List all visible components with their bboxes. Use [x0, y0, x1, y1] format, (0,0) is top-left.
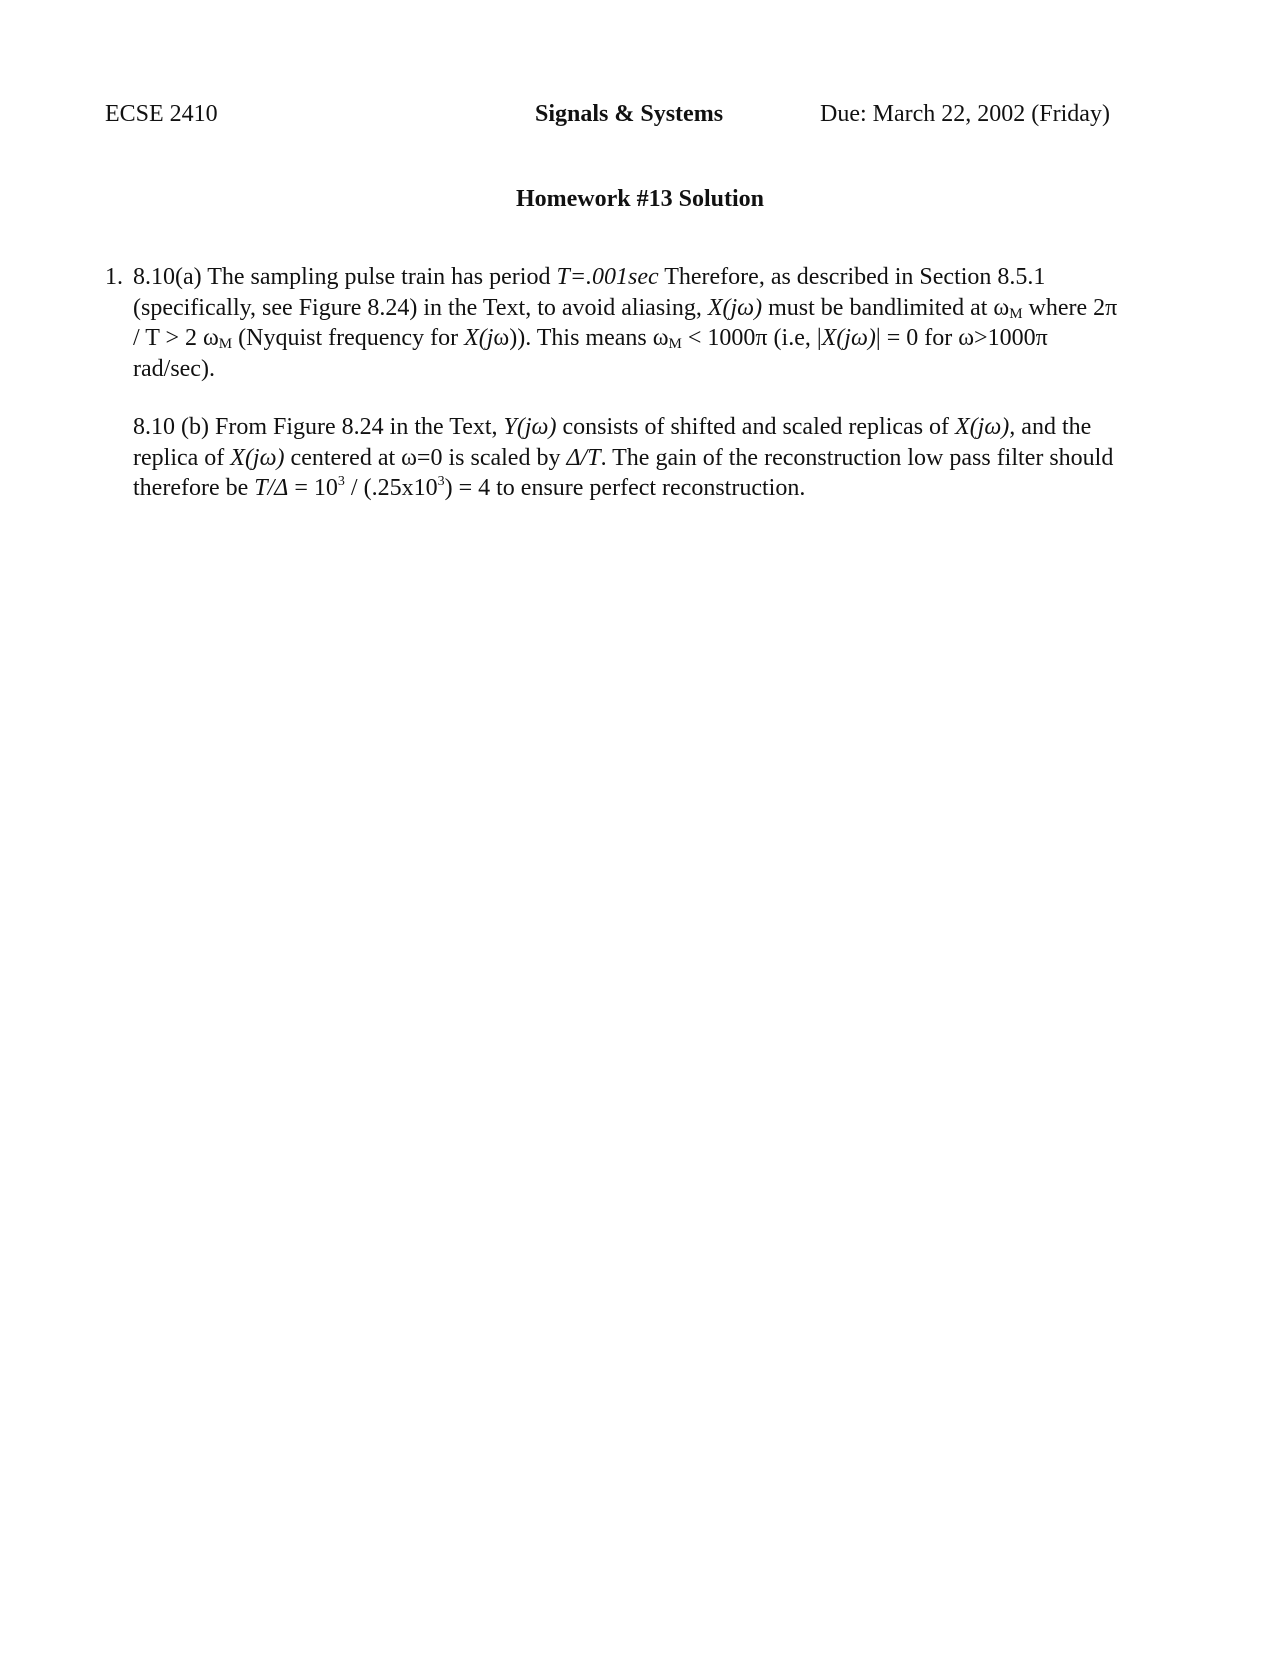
part-a-line2-text-d: M — [1009, 305, 1023, 322]
part-a-line1-text-b: T=.001sec — [556, 264, 659, 290]
part-b-line3-text-e: / (.25x10 — [344, 475, 438, 501]
part-b-line1-text-b: Y(jω) — [503, 414, 557, 440]
part-a-line-3 — [105, 323, 1175, 354]
part-a-line3-text-b: M — [218, 336, 233, 352]
problem-number: 1. — [105, 264, 123, 290]
part-a-line3-text-c: (Nyquist frequency for — [232, 325, 465, 351]
part-a-line-4: rad/sec). — [133, 355, 215, 382]
part-b-line2-text-a: replica of — [133, 444, 231, 471]
part-b-line2-text-e: . The gain of the reconstruction low pass filter should — [600, 444, 1114, 471]
part-a-line1-text-a: 8.10(a) The sampling pulse train has period — [133, 264, 557, 290]
part-a-line3-text-g: < 1000π (i.e, | — [681, 325, 822, 351]
part-b-line3-text-b: T/Δ — [254, 475, 289, 501]
course-subject: Signals & Systems — [535, 101, 724, 127]
part-a-line2-text-e: where 2π — [1022, 294, 1118, 321]
due-date: Due: March 22, 2002 (Friday) — [820, 101, 1110, 127]
part-b-line-2 — [133, 443, 1175, 474]
course-code: ECSE 2410 — [105, 101, 218, 127]
part-b-line2-text-c: centered at ω=0 is scaled by — [284, 444, 567, 471]
problem-1-part-b — [133, 412, 1175, 504]
part-b-line3-text-a: therefore be — [133, 475, 255, 501]
part-b-line3-text-c: = 10 — [288, 475, 338, 501]
part-b-line1-text-d: X(jω), — [955, 414, 1016, 440]
part-b-line-1 — [133, 412, 1175, 443]
part-b-line3-text-g: ) = 4 to ensure perfect reconstruction. — [444, 475, 806, 501]
page-title: Homework #13 Solution — [515, 186, 764, 212]
problem-1-part-a — [105, 262, 1175, 384]
part-b-line3-text-d: 3 — [337, 474, 345, 489]
part-a-line3-text-h: X(jω) — [821, 325, 876, 351]
part-a-line-1 — [105, 262, 1175, 293]
part-b-line1-text-c: consists of shifted and scaled replicas of — [556, 414, 956, 440]
part-b-line-3 — [133, 473, 1175, 504]
part-a-line2-text-c: must be bandlimited at ω — [762, 294, 1010, 321]
part-a-line2-text-b: X(jω) — [707, 294, 763, 321]
part-a-line-2 — [105, 293, 1175, 324]
part-a-line3-text-i: | = 0 for ω>1000π — [875, 325, 1048, 351]
part-b-line1-text-e: and the — [1015, 414, 1092, 440]
part-b-line3-text-f: 3 — [437, 474, 445, 489]
part-b-line2-text-d: Δ/T — [566, 444, 601, 471]
part-a-line1-text-c: Therefore, as described in Section 8.5.1 — [658, 264, 1046, 290]
part-a-line2-text-a: (specifically, see Figure 8.24) in the Text, to avoid aliasing, — [133, 294, 708, 321]
part-a-line3-text-f: M — [668, 336, 682, 352]
part-a-line3-text-e: ω)). This means ω — [493, 325, 669, 351]
part-a-line3-text-a: / T > 2 ω — [133, 325, 219, 351]
part-a-line3-text-d: X(j — [464, 325, 494, 351]
part-b-line1-text-a: 8.10 (b) From Figure 8.24 in the Text, — [133, 414, 504, 440]
part-b-line2-text-b: X(jω) — [230, 444, 285, 471]
